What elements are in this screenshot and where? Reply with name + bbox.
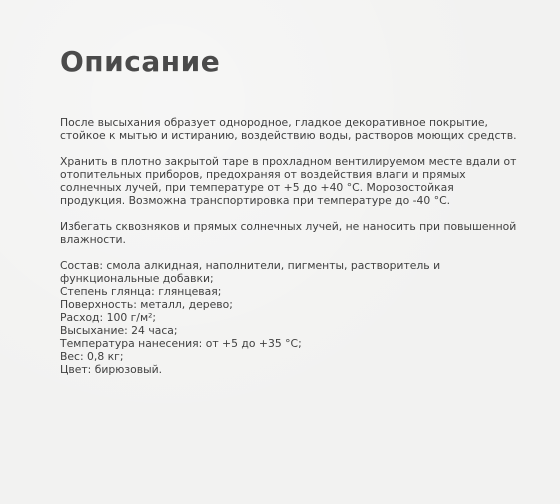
paragraph-storage: Хранить в плотно закрытой таре в прохладном вентилируемом месте вдали от отопительных приборов, предохраняя от воздействия влаги и прямых солнечных лучей, при температуре от +5 до +40 °С. Морозостойкая продукция. Возможна транспортировка при температуре до -40 °С. xyxy=(60,155,517,207)
paragraph-properties: После высыхания образует однородное, гладкое декоративное покрытие, стойкое к мытью и истиранию, воздействию воды, растворов моющих средств. xyxy=(60,116,517,142)
spec-drying: Высыхание: 24 часа; xyxy=(60,324,178,337)
page-title: Описание xyxy=(60,45,221,78)
paragraph-application-warning: Избегать сквозняков и прямых солнечных лучей, не наносить при повышенной влажности. xyxy=(60,220,517,246)
spec-gloss: Степень глянца: глянцевая; xyxy=(60,285,222,298)
spec-consumption: Расход: 100 г/м²; xyxy=(60,311,157,324)
spec-composition: Состав: смола алкидная, наполнители, пигменты, растворитель и функциональные добавки; xyxy=(60,259,441,285)
spec-application-temperature: Температура нанесения: от +5 до +35 °С; xyxy=(60,337,302,350)
specs-list xyxy=(60,259,520,376)
description-content xyxy=(60,116,520,376)
spec-color: Цвет: бирюзовый. xyxy=(60,363,163,376)
spec-surface: Поверхность: металл, дерево; xyxy=(60,298,233,311)
spec-weight: Вес: 0,8 кг; xyxy=(60,350,124,363)
